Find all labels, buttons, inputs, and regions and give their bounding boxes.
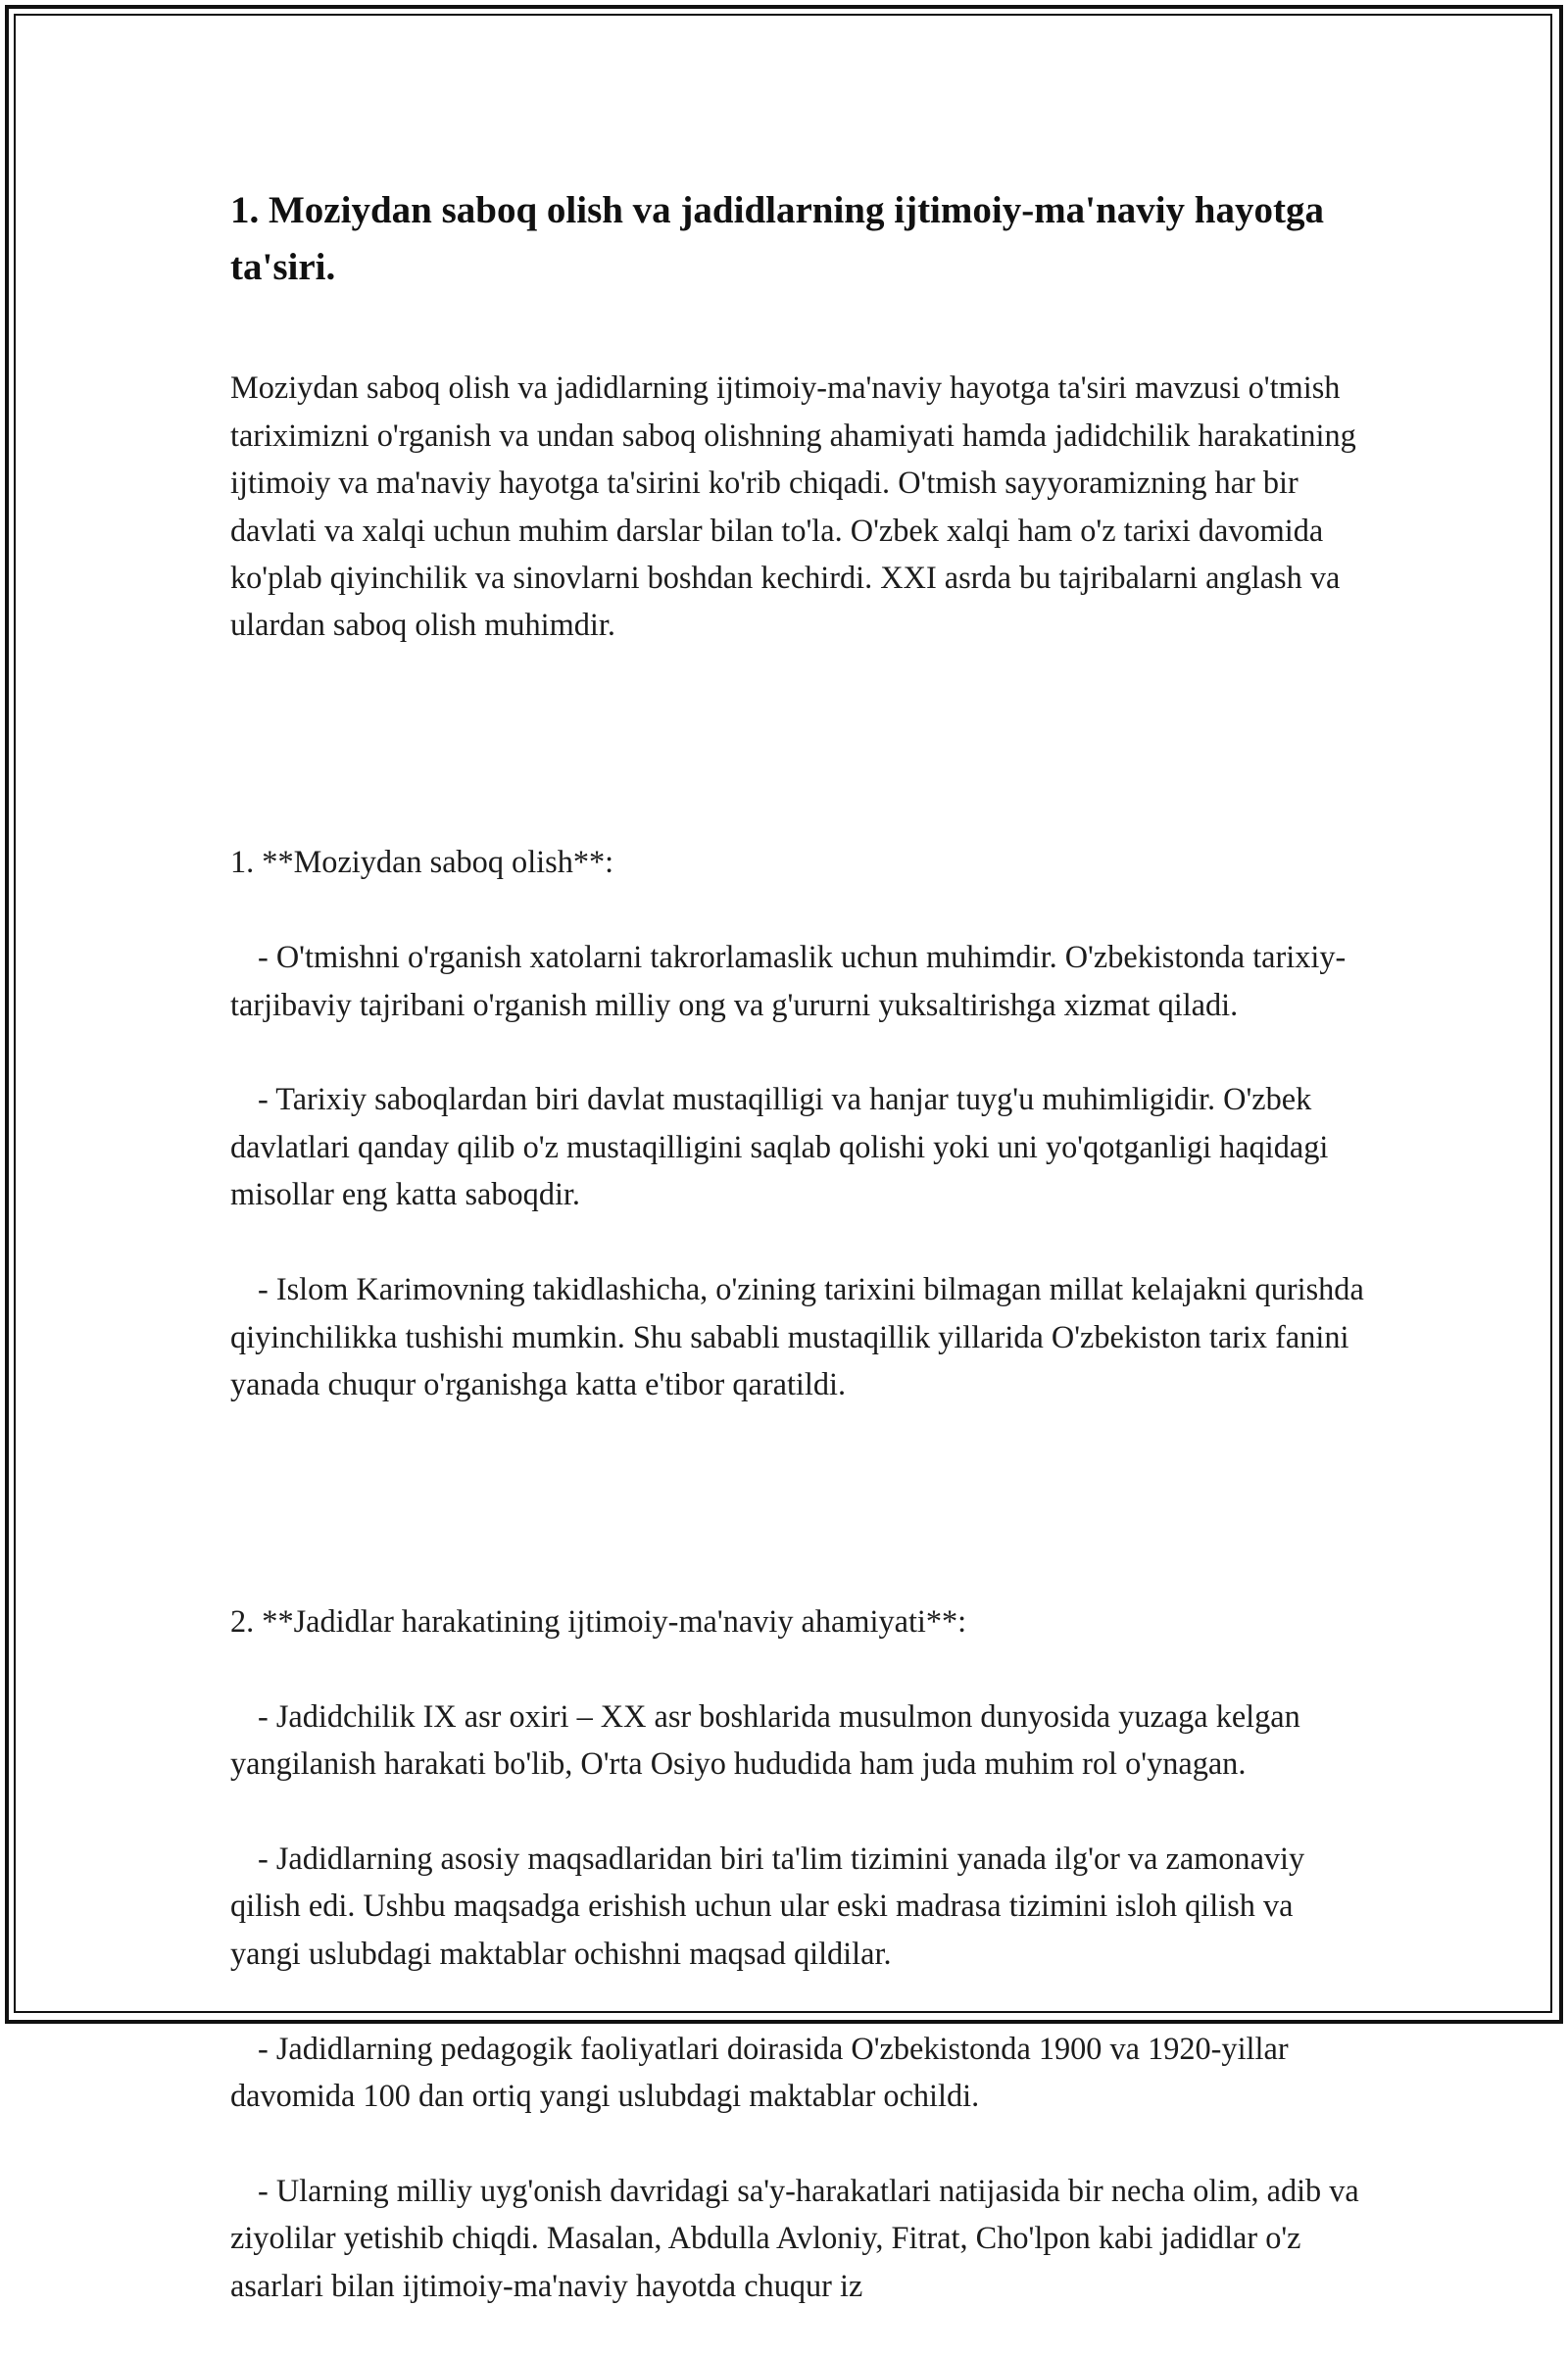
paragraph-spacer <box>230 696 1367 743</box>
document-content <box>230 182 1367 2356</box>
section-title: 1. **Moziydan saboq olish**: <box>230 844 614 880</box>
intro-paragraph: Moziydan saboq olish va jadidlarning ijtimoiy-ma'naviy hayotga ta'siri mavzusi o'tmish tariximizni o'rganish va undan saboq olishning ahamiyati hamda jadidchilik harakatining ijtimoiy va ma'naviy hayotga ta'sirini ko'rib chiqadi. O'tmish sayyoramizning har bir davlati va xalqi uchun muhim darslar bilan to'la. O'zbek xalqi ham o'z tarixi davomida ko'plab qiyinchilik va sinovlarni boshdan kechirdi. XXI asrda bu tajribalarni anglash va ulardan saboq olish muhimdir. <box>230 369 1356 643</box>
list-item: - Islom Karimovning takidlashicha, o'zining tarixini bilmagan millat kelajakni qurishda qiyinchilikka tushishi mumkin. Shu sababli mustaqillik yillarida O'zbekiston tarix fanini yanada chuqur o'rganishga katta e'tibor qaratildi. <box>230 1271 1364 1401</box>
list-item: - Jadidchilik IX asr oxiri – XX asr boshlarida musulmon dunyosida yuzaga kelgan yangilanish harakati bo'lib, O'rta Osiyo hududida ham juda muhim rol o'ynagan. <box>230 1697 1300 1782</box>
page-title: 1. Moziydan saboq olish va jadidlarning ijtimoiy-ma'naviy hayotga ta'siri. <box>230 189 1324 288</box>
list-item: - Tarixiy saboqlardan biri davlat mustaqilligi va hanjar tuyg'u muhimligidir. O'zbek davlatlari qanday qilib o'z mustaqilligini saqlab qolishi yoki uni yo'qotganligi haqidagi misollar eng katta saboqdir. <box>230 1081 1329 1212</box>
section-title: 2. **Jadidlar harakatining ijtimoiy-ma'naviy ahamiyati**: <box>230 1602 967 1639</box>
paragraph-spacer <box>230 1455 1367 1502</box>
list-item: - Jadidlarning pedagogik faoliyatlari doirasida O'zbekistonda 1900 va 1920-yillar davomida 100 dan ortiq yangi uslubdagi maktablar ochildi. <box>230 2030 1289 2113</box>
list-item: - Jadidlarning asosiy maqsadlaridan biri ta'lim tizimini yanada ilg'or va zamonaviy qilish edi. Ushbu maqsadga erishish uchun ular eski madrasa tizimini isloh qilish va yangi uslubdagi maktablar ochishni maqsad qildilar. <box>230 1840 1305 1971</box>
document-body <box>230 317 1367 2356</box>
list-item: - O'tmishni o'rganish xatolarni takrorlamaslik uchun muhimdir. O'zbekistonda tarixiy-tarjibaviy tajribani o'rganish milliy ong va g'ururni yuksaltirishga xizmat qiladi. <box>230 939 1347 1022</box>
list-item: - Ularning milliy uyg'onish davridagi sa'y-harakatlari natijasida bir necha olim, adib va ziyolilar yetishib chiqdi. Masalan, Abdulla Avloniy, Fitrat, Cho'lpon kabi jadidlar o'z asarlari bilan ijtimoiy-ma'naviy hayotda chuqur iz <box>230 2172 1359 2303</box>
